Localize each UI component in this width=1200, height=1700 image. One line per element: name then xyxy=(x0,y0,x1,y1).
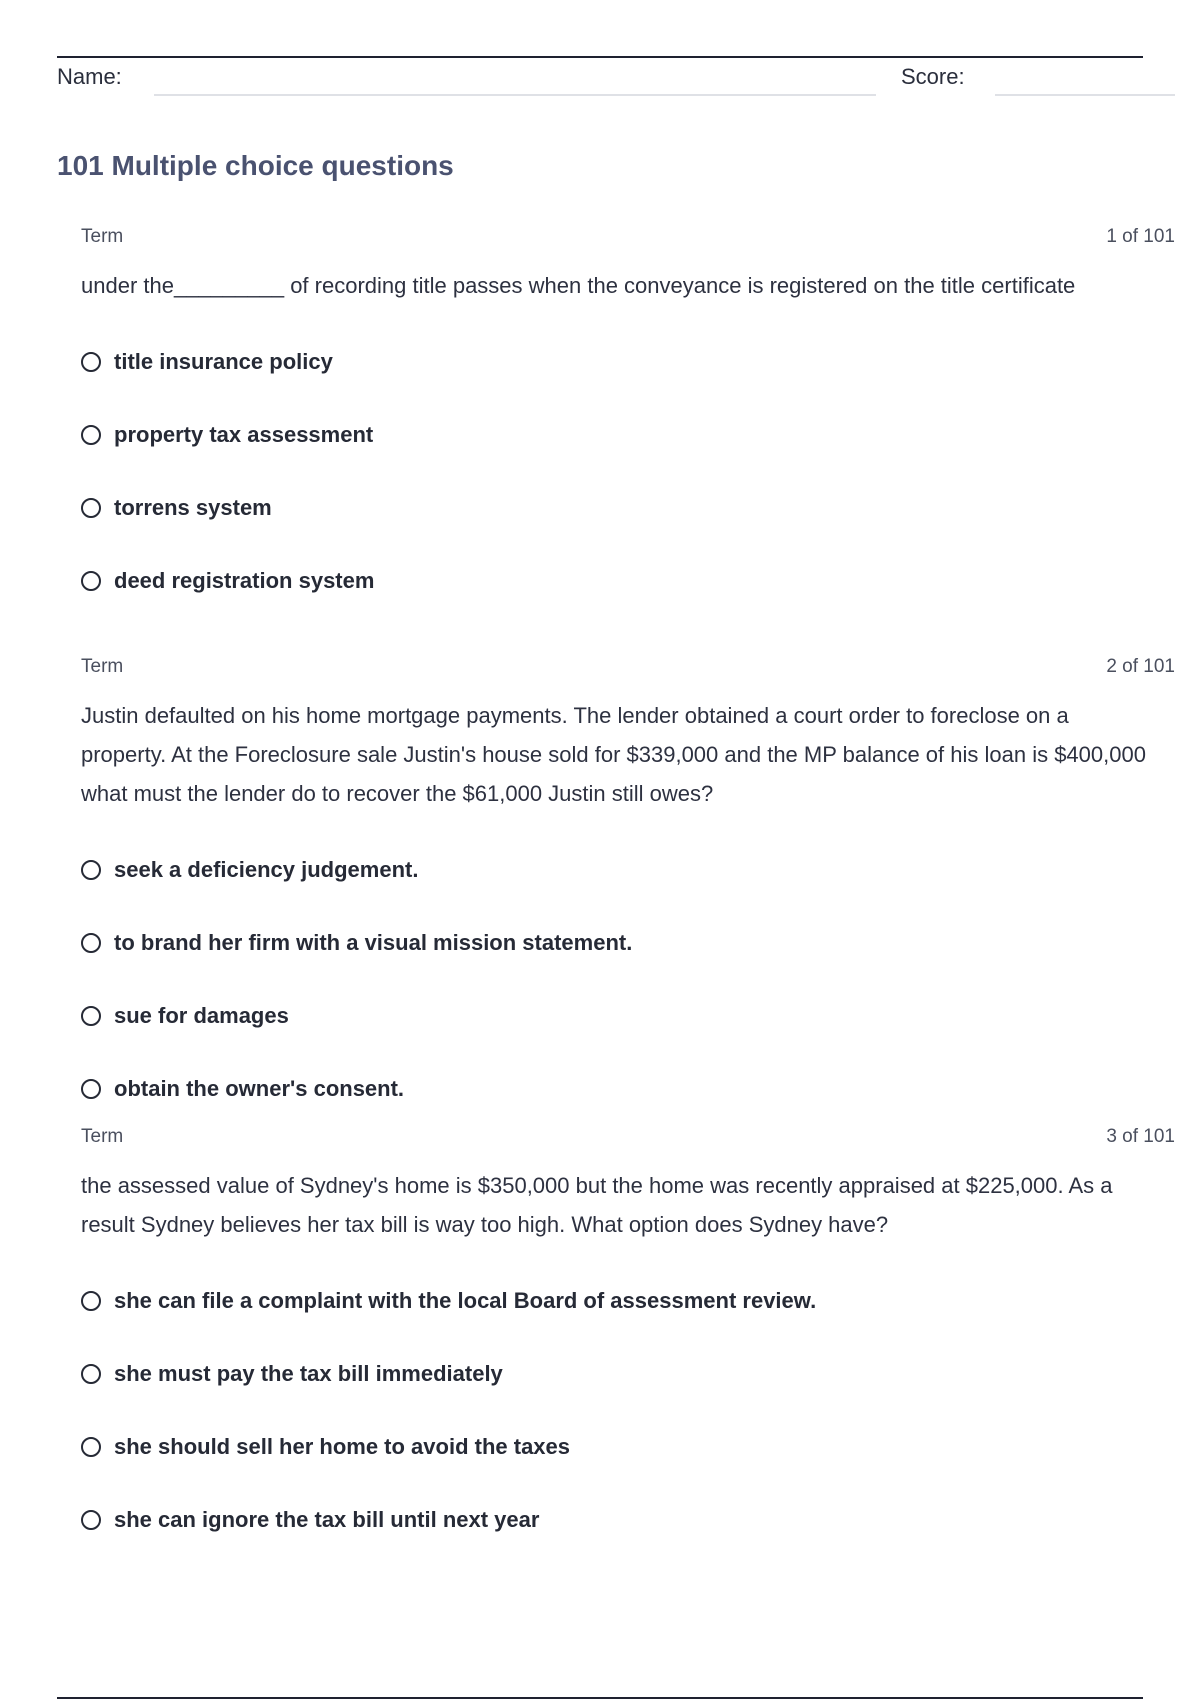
radio-button[interactable] xyxy=(81,1437,101,1457)
option-1[interactable] xyxy=(81,325,1175,398)
bottom-divider xyxy=(57,1697,1143,1699)
question-counter: 2 of 101 xyxy=(1106,656,1175,677)
option-label[interactable]: sue for damages xyxy=(114,1002,289,1028)
option-3[interactable] xyxy=(81,1410,1175,1483)
option-4[interactable] xyxy=(81,544,1175,617)
question-text: Justin defaulted on his home mortgage payments. The lender obtained a court order to foreclose on a property. At the Foreclosure sale Justin's house sold for $339,000 and the MP balance of his loan is $400,000 what must the lender do to recover the $61,000 Justin still owes? xyxy=(81,703,1146,806)
term-label: Term xyxy=(81,656,124,677)
option-2[interactable] xyxy=(81,1337,1175,1410)
question-counter: 1 of 101 xyxy=(1106,226,1175,247)
question-meta xyxy=(81,226,1175,252)
option-list xyxy=(81,1264,1175,1556)
student-header xyxy=(57,62,1177,102)
question-meta xyxy=(81,1126,1175,1152)
radio-button[interactable] xyxy=(81,571,101,591)
option-label[interactable]: deed registration system xyxy=(114,567,375,593)
option-4[interactable] xyxy=(81,1052,1175,1125)
score-label: Score: xyxy=(901,64,965,89)
name-label: Name: xyxy=(57,64,122,89)
option-list xyxy=(81,833,1175,1125)
question-2 xyxy=(81,656,1175,1125)
option-2[interactable] xyxy=(81,906,1175,979)
radio-button[interactable] xyxy=(81,933,101,953)
option-3[interactable] xyxy=(81,979,1175,1052)
term-label: Term xyxy=(81,1126,124,1147)
radio-button[interactable] xyxy=(81,1006,101,1026)
option-label[interactable]: seek a deficiency judgement. xyxy=(114,856,419,882)
radio-button[interactable] xyxy=(81,1364,101,1384)
radio-button[interactable] xyxy=(81,425,101,445)
radio-button[interactable] xyxy=(81,352,101,372)
option-label[interactable]: to brand her firm with a visual mission statement. xyxy=(114,929,633,955)
option-4[interactable] xyxy=(81,1483,1175,1556)
option-label[interactable]: title insurance policy xyxy=(114,348,333,374)
option-label[interactable]: obtain the owner's consent. xyxy=(114,1075,405,1101)
question-meta xyxy=(81,656,1175,682)
option-label[interactable]: she must pay the tax bill immediately xyxy=(114,1360,503,1386)
option-label[interactable]: property tax assessment xyxy=(114,421,374,447)
option-1[interactable] xyxy=(81,1264,1175,1337)
page-title: 101 Multiple choice questions xyxy=(57,150,454,181)
option-label[interactable]: she should sell her home to avoid the taxes xyxy=(114,1433,571,1459)
radio-button[interactable] xyxy=(81,1291,101,1311)
radio-button[interactable] xyxy=(81,1510,101,1530)
question-3 xyxy=(81,1126,1175,1556)
term-label: Term xyxy=(81,226,124,247)
option-label[interactable]: torrens system xyxy=(114,494,272,520)
radio-button[interactable] xyxy=(81,498,101,518)
question-1 xyxy=(81,226,1175,617)
option-label[interactable]: she can ignore the tax bill until next year xyxy=(114,1506,540,1532)
top-divider xyxy=(57,56,1143,58)
option-3[interactable] xyxy=(81,471,1175,544)
radio-button[interactable] xyxy=(81,860,101,880)
option-list xyxy=(81,325,1175,617)
name-field[interactable] xyxy=(154,94,876,96)
question-counter: 3 of 101 xyxy=(1106,1126,1175,1147)
option-2[interactable] xyxy=(81,398,1175,471)
option-1[interactable] xyxy=(81,833,1175,906)
score-field[interactable] xyxy=(995,94,1175,96)
question-text: under the_________ of recording title passes when the conveyance is registered on the title certificate xyxy=(81,273,1076,298)
radio-button[interactable] xyxy=(81,1079,101,1099)
question-text: the assessed value of Sydney's home is $350,000 but the home was recently appraised at $225,000. As a result Sydney believes her tax bill is way too high. What option does Sydney have? xyxy=(81,1173,1113,1237)
option-label[interactable]: she can file a complaint with the local Board of assessment review. xyxy=(114,1287,817,1313)
